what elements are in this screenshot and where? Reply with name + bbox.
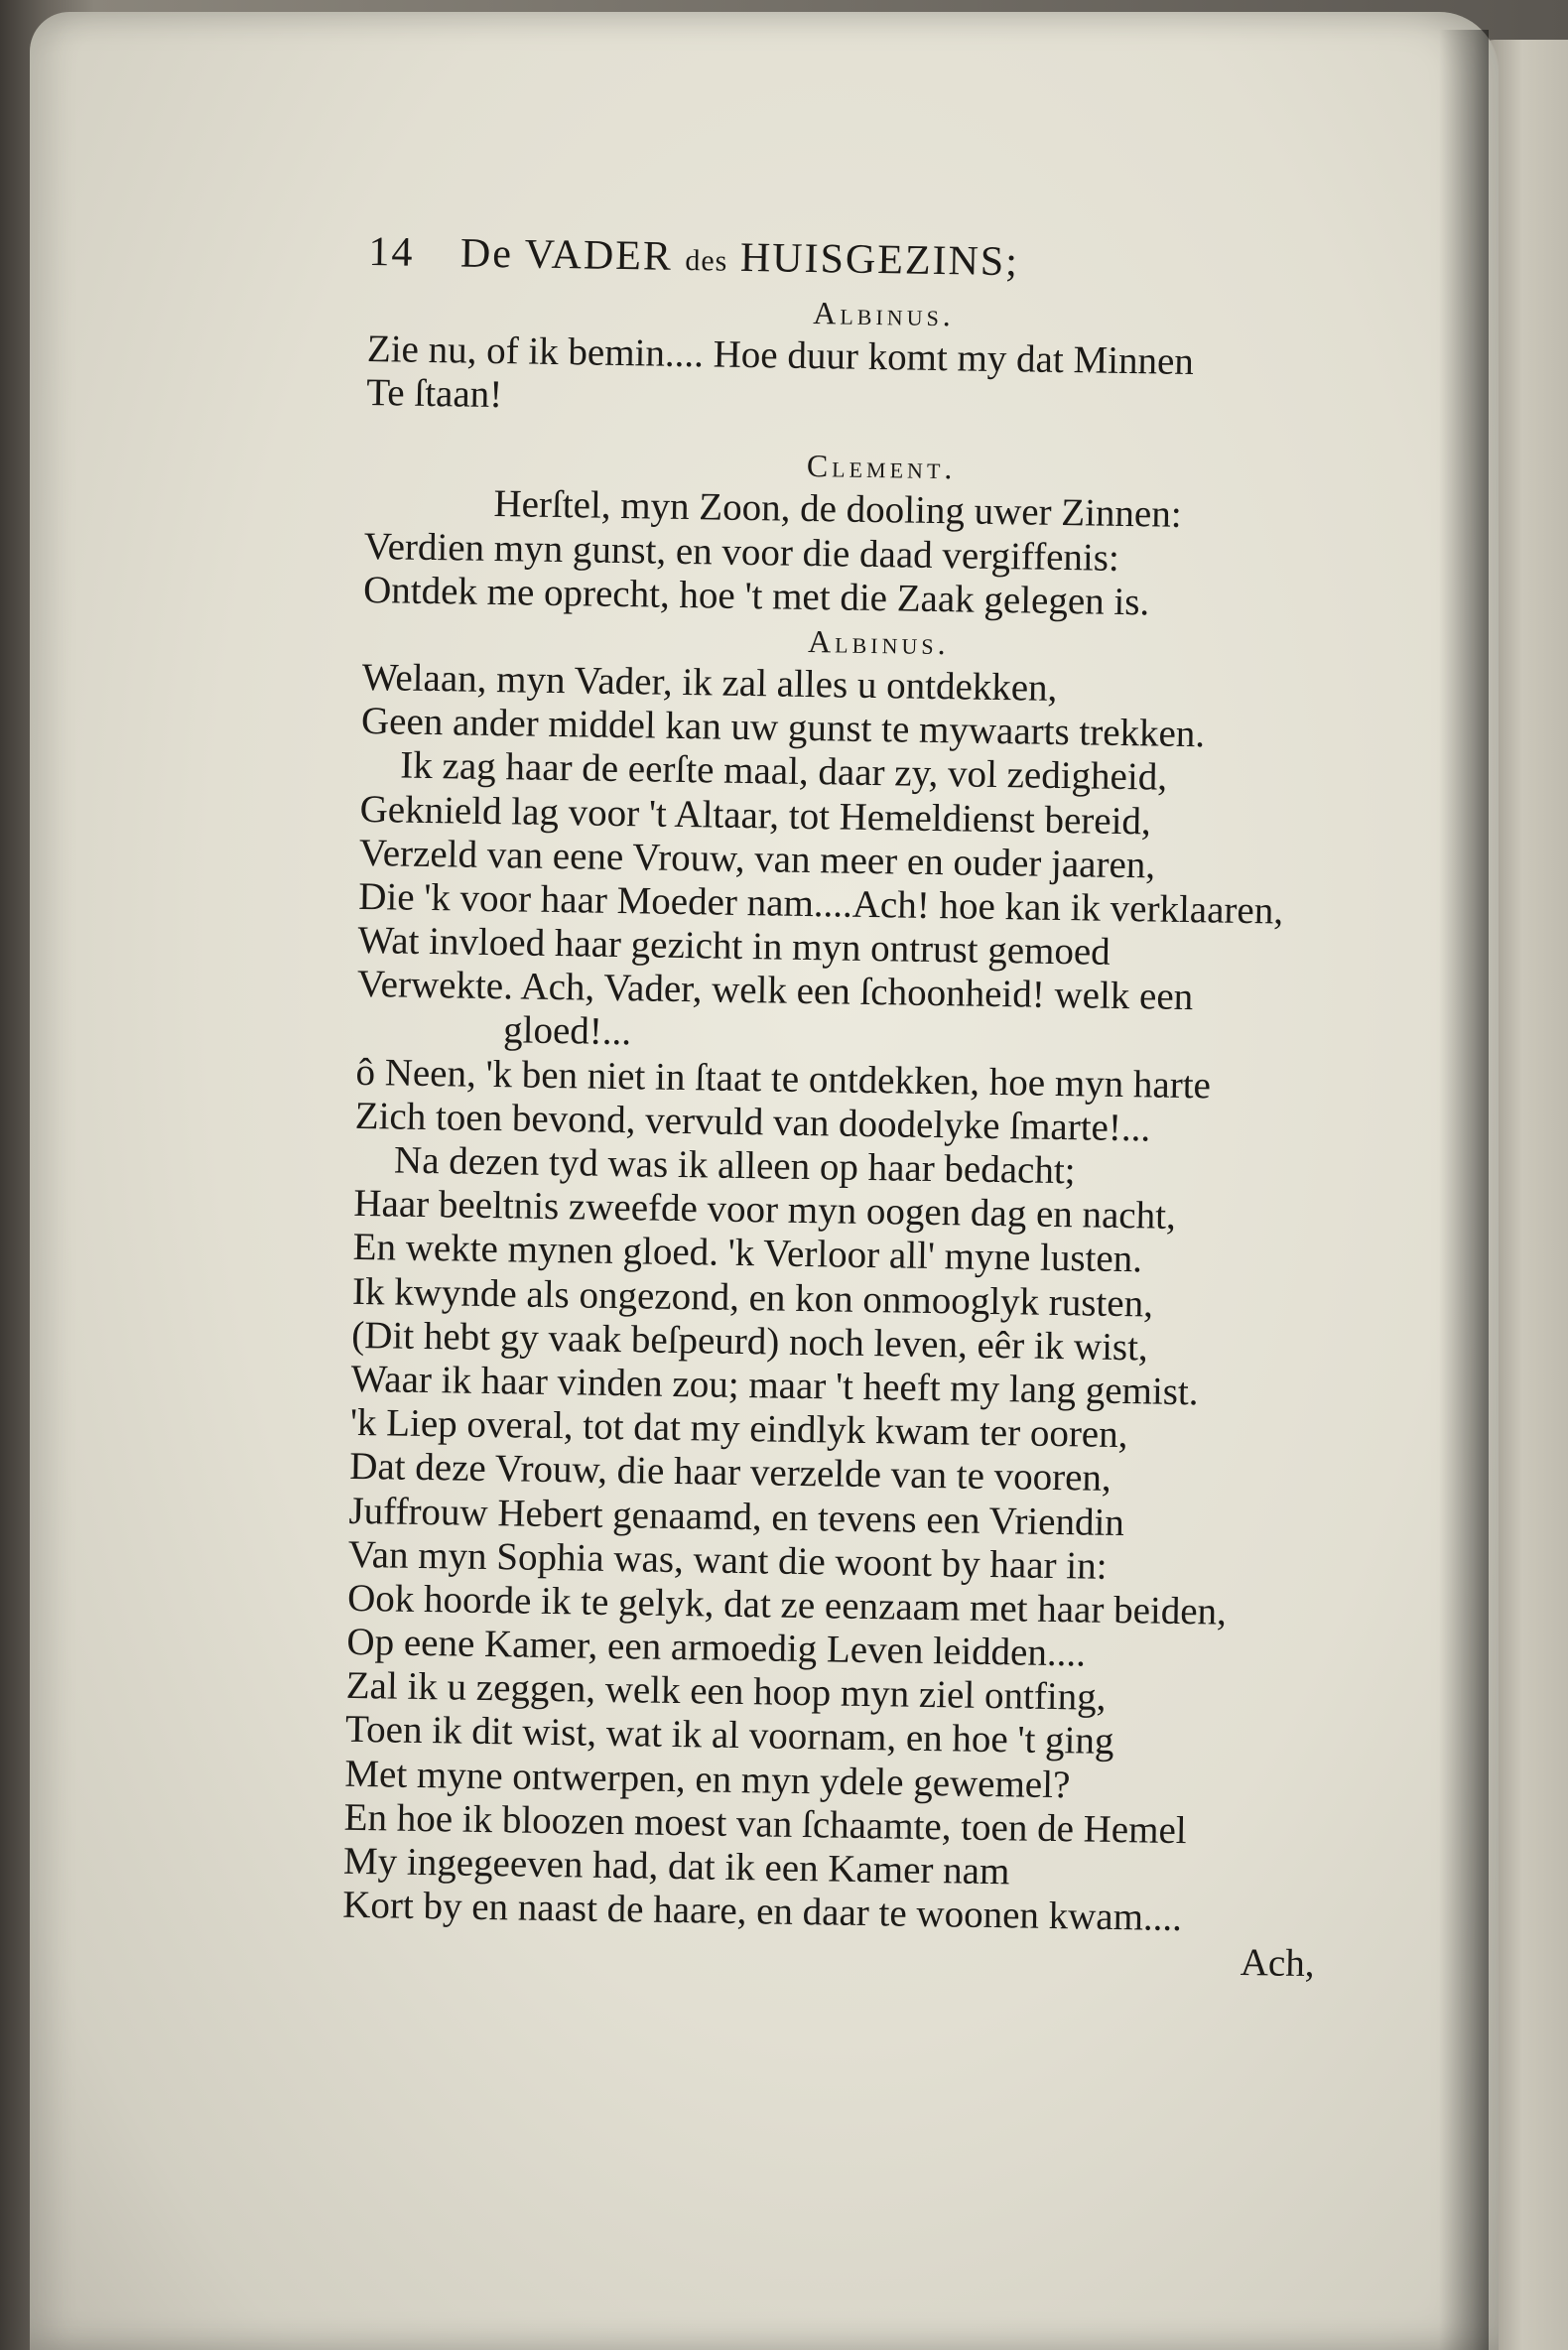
verse-line: Ik zag haar de eerſte maal, daar zy, vol zedigheid, [400,743,1168,800]
verse-line: Ik kwynde als ongezond, en kon onmooglyk rusten, [351,1269,1154,1326]
verse-line: Die 'k voor haar Moeder nam....Ach! hoe kan ik verklaaren, [357,874,1284,933]
verse-line: Dat deze Vrouw, die haar verzelde van te vooren, [348,1445,1112,1501]
page-gutter-shadow [1439,30,1489,2350]
verse-line: Geknield lag voor 't Altaar, tot Hemeldienst bereid, [359,787,1152,843]
verse-line: En wekte mynen gloed. 'k Verloor all' myne lusten. [352,1226,1143,1281]
verse-line: Kort by en naast de haare, en daar te woonen kwam.... [341,1883,1183,1940]
verse-line: Juffrouw Hebert genaamd, en tevens een Vriendin [348,1489,1125,1544]
speaker-name: Clement. [806,448,957,486]
verse-line: Ontdek me oprecht, hoe 't met die Zaak gelegen is. [362,568,1150,624]
verse-line: Na dezen tyd was ik alleen op haar bedacht; [393,1138,1076,1193]
verse-line: gloed!... [502,1008,632,1054]
verse-line: Zich toen bevond, vervuld van doodelyke ſmarte!... [354,1094,1151,1150]
verse-line: Verdien myn gunst, en voor die daad vergiffenis: [363,524,1120,580]
verse-line: Waar ik haar vinden zou; maar 't heeft my lang gemist. [350,1357,1199,1414]
verse-line: Toen ik dit wist, wat ik al voornam, en hoe 't ging [344,1708,1114,1763]
header-title-part3: HUISGEZINS; [739,234,1020,286]
verse-line: Op eene Kamer, een armoedig Leven leidden.... [346,1620,1087,1675]
verse-line: Van myn Sophia was, want die woont by haar in: [347,1532,1108,1588]
header-title-part1: De VADER [459,230,674,280]
verse-line: Met myne ontwerpen, en myn ydele gewemel? [344,1752,1071,1806]
verse-line: Geen ander middel kan uw gunst te mywaarts trekken. [360,700,1206,756]
verse-line: (Dit hebt gy vaak beſpeurd) noch leven, eêr ik wist, [351,1313,1149,1370]
verse-line: 'k Liep overal, tot dat my eindlyk kwam ter ooren, [349,1400,1128,1457]
catchword: Ach, [1240,1941,1315,1986]
verse-line: Haar beeltnis zweefde voor myn oogen dag en nacht, [353,1182,1177,1239]
verse-line: Verzeld van eene Vrouw, van meer en ouder jaaren, [358,831,1156,887]
speaker-name: Albinus. [807,622,950,662]
verse-line: Zal ik u zeggen, welk een hoop myn ziel ontfing, [345,1664,1107,1720]
verse-line: My ingegeeven had, dat ik een Kamer nam [342,1839,1010,1893]
verse-line: Wat invloed haar gezicht in myn ontrust gemoed [357,918,1111,974]
verse-line: Verwekte. Ach, Vader, welk een ſchoonheid! welk een [356,963,1194,1019]
verse-line: Zie nu, of ik bemin.... Hoe duur komt my dat Minnen [366,326,1195,384]
speaker-name: Albinus. [813,295,956,333]
verse-line: Te ſtaan! [365,371,503,417]
verse-line: Ook hoorde ik te gelyk, dat ze eenzaam met haar beiden, [346,1576,1228,1633]
verse-line: Welaan, myn Vader, ik zal alles u ontdekken, [361,655,1058,710]
page-text [341,220,1401,1988]
verse-line: Herſtel, myn Zoon, de dooling uwer Zinnen: [493,482,1182,537]
page-number: 14 [368,228,415,276]
verse-line: ô Neen, 'k ben niet in ſtaat te ontdekken, hoe myn harte [355,1050,1212,1108]
header-title-part2: des [685,244,728,278]
verse-line: En hoe ik bloozen moest van ſchaamte, toen de Hemel [343,1795,1188,1852]
